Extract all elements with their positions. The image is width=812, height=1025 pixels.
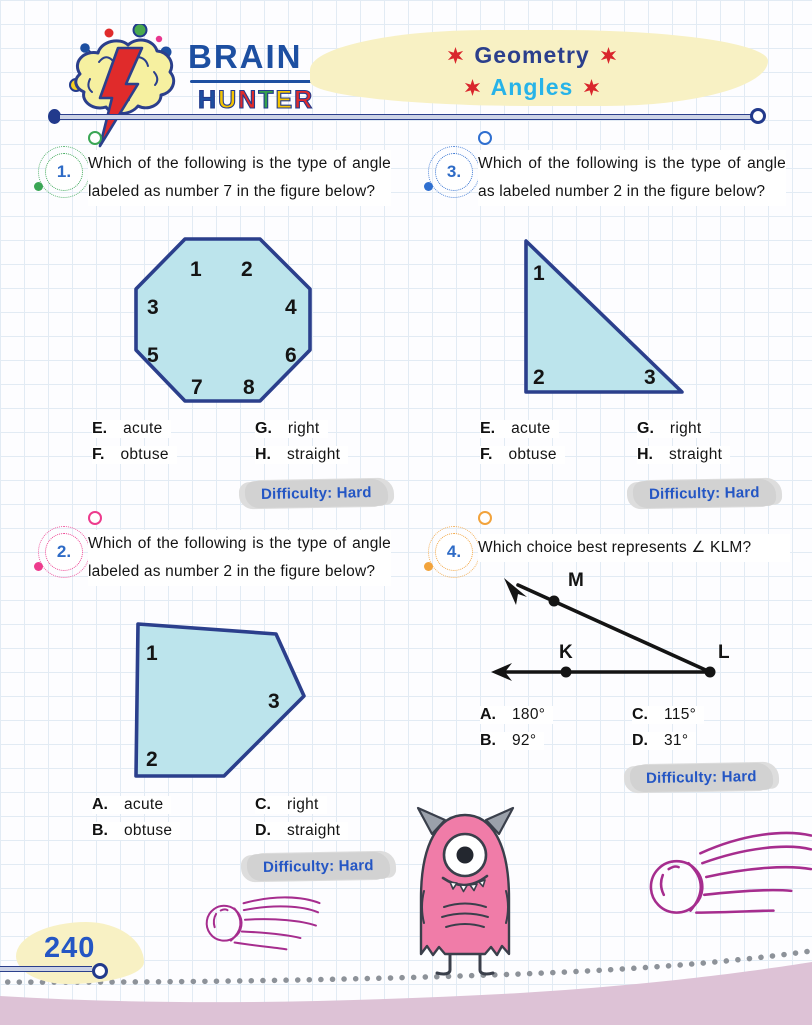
answer-choice bbox=[92, 796, 171, 814]
page-title-line2-row bbox=[382, 74, 682, 101]
choice-label: 92° bbox=[512, 732, 537, 749]
brain-logo-icon bbox=[54, 24, 188, 164]
brand-letter: N bbox=[238, 86, 259, 114]
choice-letter: A. bbox=[92, 796, 108, 813]
question-4-number-badge bbox=[428, 526, 480, 578]
choice-letter: G. bbox=[255, 420, 272, 437]
brand-letter: T bbox=[258, 86, 276, 114]
choice-letter: C. bbox=[255, 796, 271, 813]
choice-letter: E. bbox=[92, 420, 108, 437]
figure-label: 2 bbox=[241, 258, 253, 281]
figure-label: 2 bbox=[533, 366, 545, 389]
brand-title: BRAIN bbox=[188, 38, 303, 75]
choice-letter: A. bbox=[480, 706, 496, 723]
badge-orbit-dot bbox=[424, 562, 433, 571]
star-burst-icon bbox=[447, 47, 464, 64]
figure-label: 8 bbox=[243, 376, 255, 399]
difficulty-badge: Difficulty: Hard bbox=[247, 852, 390, 881]
question-4-choices bbox=[480, 706, 704, 750]
answer-choice bbox=[92, 822, 180, 840]
footer-divider bbox=[0, 966, 92, 972]
octagon-figure bbox=[133, 236, 313, 404]
choice-label: acute bbox=[511, 420, 551, 437]
badge-satellite-ring bbox=[88, 511, 102, 525]
choice-label: acute bbox=[123, 420, 163, 437]
choice-letter: F. bbox=[92, 446, 105, 463]
choice-letter: B. bbox=[480, 732, 496, 749]
footer-divider-ring bbox=[92, 963, 108, 979]
answer-choice bbox=[480, 732, 544, 750]
choice-label: 180° bbox=[512, 706, 546, 723]
star-burst-icon bbox=[600, 47, 617, 64]
question-number: 1. bbox=[56, 162, 72, 181]
answer-choice bbox=[255, 796, 327, 814]
choice-letter: D. bbox=[255, 822, 271, 839]
choice-label: obtuse bbox=[508, 446, 557, 463]
brand-letter: U bbox=[218, 86, 239, 114]
figure-label: 7 bbox=[191, 376, 203, 399]
figure-label: 1 bbox=[190, 258, 202, 281]
choice-label: acute bbox=[124, 796, 164, 813]
right-triangle-figure bbox=[518, 238, 686, 396]
point-label: L bbox=[718, 642, 730, 663]
star-burst-icon bbox=[464, 79, 481, 96]
comet-doodle-icon bbox=[645, 823, 812, 935]
choice-letter: E. bbox=[480, 420, 496, 437]
badge-orbit-dot bbox=[34, 182, 43, 191]
figure-label: 3 bbox=[147, 296, 159, 319]
choice-label: straight bbox=[287, 822, 341, 839]
choice-label: obtuse bbox=[124, 822, 173, 839]
choice-letter: G. bbox=[637, 420, 654, 437]
question-3-text: Which of the following is the type of angle as labeled number 2 in the figure below? bbox=[478, 150, 786, 206]
difficulty-badge: Difficulty: Hard bbox=[245, 479, 388, 508]
question-3-choices bbox=[480, 420, 730, 464]
choice-letter: H. bbox=[255, 446, 271, 463]
page-title-line1-row bbox=[382, 42, 682, 69]
question-1-text: Which of the following is the type of angle labeled as number 7 in the figure below? bbox=[88, 150, 391, 206]
figure-label: 3 bbox=[268, 690, 280, 713]
badge-orbit-dot bbox=[34, 562, 43, 571]
answer-choice bbox=[92, 420, 171, 438]
figure-label: 1 bbox=[533, 262, 545, 285]
question-3-number-badge bbox=[428, 146, 480, 198]
choice-label: obtuse bbox=[120, 446, 169, 463]
divider-right-ring bbox=[750, 108, 766, 124]
choice-letter: B. bbox=[92, 822, 108, 839]
choice-label: right bbox=[669, 420, 702, 437]
choice-label: 115° bbox=[664, 706, 697, 723]
angle-klm-figure bbox=[478, 568, 730, 696]
answer-choice bbox=[637, 420, 710, 438]
pentagon-figure bbox=[126, 612, 318, 780]
choice-label: straight bbox=[287, 446, 341, 463]
question-number: 2. bbox=[56, 542, 72, 561]
brand-subtitle bbox=[198, 86, 314, 115]
question-number: 3. bbox=[446, 162, 462, 181]
question-number: 4. bbox=[446, 542, 462, 561]
choice-label: 31° bbox=[664, 732, 689, 749]
badge-satellite-ring bbox=[478, 131, 492, 145]
point-label: M bbox=[568, 570, 584, 591]
choice-label: right bbox=[287, 420, 320, 437]
header-divider bbox=[60, 114, 754, 120]
choice-letter: F. bbox=[480, 446, 493, 463]
arrowhead-icon bbox=[504, 578, 527, 605]
answer-choice bbox=[480, 420, 559, 438]
monster-doodle bbox=[408, 803, 523, 978]
choice-letter: C. bbox=[632, 706, 648, 723]
page-number: 240 bbox=[44, 932, 96, 964]
figure-label: 6 bbox=[285, 344, 297, 367]
answer-choice bbox=[480, 446, 565, 464]
answer-choice bbox=[255, 446, 348, 464]
brand-letter: H bbox=[198, 86, 219, 114]
question-2-choices bbox=[92, 796, 348, 840]
figure-label: 3 bbox=[644, 366, 656, 389]
figure-label: 2 bbox=[146, 748, 158, 771]
question-2-number-badge bbox=[38, 526, 90, 578]
question-1-choices bbox=[92, 420, 348, 464]
brand-letter: R bbox=[294, 86, 315, 114]
page-title-line1: Geometry bbox=[474, 42, 590, 68]
badge-orbit-dot bbox=[424, 182, 433, 191]
answer-choice bbox=[255, 822, 348, 840]
question-4-text: Which choice best represents ∠ KLM? bbox=[478, 534, 790, 562]
badge-satellite-ring bbox=[88, 131, 102, 145]
brand-letter: E bbox=[275, 86, 295, 114]
answer-choice bbox=[92, 446, 177, 464]
figure-label: 5 bbox=[147, 344, 159, 367]
badge-satellite-ring bbox=[478, 511, 492, 525]
answer-choice bbox=[480, 706, 553, 724]
figure-label: 1 bbox=[146, 642, 158, 665]
choice-letter: H. bbox=[637, 446, 653, 463]
page-title-line2: Angles bbox=[490, 74, 574, 100]
answer-choice bbox=[632, 706, 704, 724]
choice-letter: D. bbox=[632, 732, 648, 749]
star-burst-icon bbox=[583, 79, 600, 96]
answer-choice bbox=[632, 732, 696, 750]
choice-label: straight bbox=[669, 446, 723, 463]
question-1-number-badge bbox=[38, 146, 90, 198]
difficulty-badge: Difficulty: Hard bbox=[633, 479, 776, 508]
point-label: K bbox=[559, 642, 573, 663]
figure-label: 4 bbox=[285, 296, 297, 319]
answer-choice bbox=[637, 446, 730, 464]
choice-label: right bbox=[287, 796, 319, 813]
difficulty-badge: Difficulty: Hard bbox=[630, 763, 773, 792]
question-2-text: Which of the following is the type of angle labeled as number 2 in the figure below? bbox=[88, 530, 391, 586]
answer-choice bbox=[255, 420, 328, 438]
